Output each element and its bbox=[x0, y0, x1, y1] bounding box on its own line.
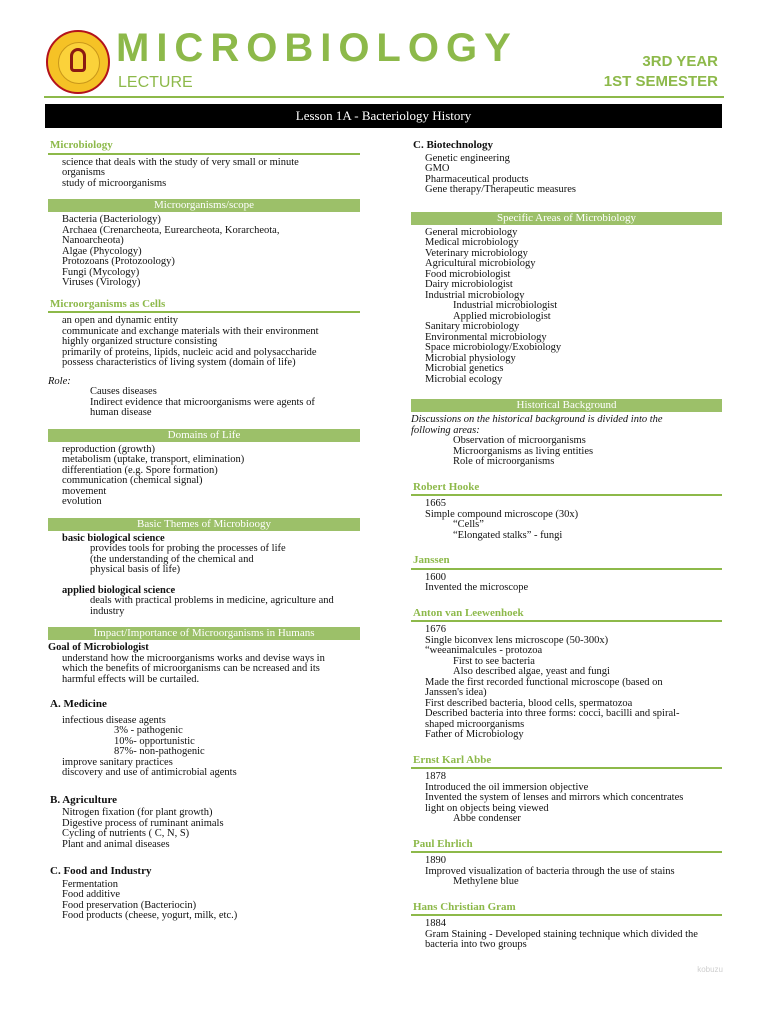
section-microbiology bbox=[48, 140, 360, 189]
section-ehrlich bbox=[411, 839, 722, 888]
text-line: movement bbox=[62, 485, 107, 497]
text-line: following areas: bbox=[411, 424, 480, 436]
watermark: kobuzu bbox=[697, 965, 723, 974]
text-line: Also described algae, yeast and fungi bbox=[453, 666, 610, 677]
text-line: Nanoarcheota) bbox=[62, 235, 124, 246]
section-title: C. Food and Industry bbox=[50, 865, 152, 877]
left-column bbox=[48, 140, 360, 932]
text-line: Single biconvex lens microscope (50-300x) bbox=[425, 634, 609, 646]
text-line: First to see bacteria bbox=[453, 655, 535, 667]
section-title: Domains of Life bbox=[48, 429, 360, 442]
text-line: organisms bbox=[62, 167, 105, 178]
right-column bbox=[411, 140, 722, 961]
text-line: Agricultural microbiology bbox=[425, 258, 536, 269]
text-line: Food microbiologist bbox=[425, 268, 511, 280]
section-title: A. Medicine bbox=[50, 698, 107, 710]
text-line: Microbial physiology bbox=[425, 352, 516, 364]
text-line: 1878 bbox=[425, 771, 446, 782]
text-line: Industrial microbiologist bbox=[453, 300, 558, 311]
text-line: (the understanding of the chemical and bbox=[90, 553, 254, 565]
text-line: Role of microorganisms bbox=[453, 456, 555, 467]
text-line: Plant and animal diseases bbox=[62, 838, 170, 850]
text-line: shaped microorganisms bbox=[425, 718, 525, 730]
text-line: Made the first recorded functional microscope (based on bbox=[425, 676, 663, 688]
text-line: Simple compound microscope (30x) bbox=[425, 508, 579, 520]
text-line: 1884 bbox=[425, 918, 446, 929]
lesson-banner: Lesson 1A - Bacteriology History bbox=[45, 104, 722, 128]
section-title: Hans Christian Gram bbox=[411, 902, 722, 917]
section-history bbox=[411, 399, 722, 468]
section-title: Microbiology bbox=[48, 140, 360, 155]
school-seal-logo bbox=[46, 30, 110, 94]
text-line: Cycling of nutrients ( C, N, S) bbox=[62, 828, 190, 839]
text-line: 87%- non-pathogenic bbox=[114, 746, 205, 757]
text-line: Introduced the oil immersion objective bbox=[425, 781, 589, 793]
text-line: 3% - pathogenic bbox=[114, 725, 183, 736]
text-line: deals with practical problems in medicine, agriculture and bbox=[90, 595, 334, 606]
text-line: First described bacteria, blood cells, spermatozoa bbox=[425, 697, 633, 709]
text-line: study of microorganisms bbox=[62, 177, 167, 189]
seal-emblem-icon bbox=[70, 48, 86, 72]
text-line: evolution bbox=[62, 496, 102, 507]
section-gram bbox=[411, 902, 722, 951]
semester-label: 1ST SEMESTER bbox=[603, 73, 718, 90]
text-line: understand how the microorganisms works and devise ways in bbox=[62, 652, 325, 664]
text-line: Janssen's idea) bbox=[425, 687, 487, 698]
text-line: Space microbiology/Exobiology bbox=[425, 342, 562, 353]
text-line: Discussions on the historical background is divided into the bbox=[411, 414, 663, 425]
section-title: Anton van Leewenhoek bbox=[411, 608, 722, 623]
text-line: Environmental microbiology bbox=[425, 331, 547, 343]
text-line: Medical microbiology bbox=[425, 237, 519, 248]
text-line: human disease bbox=[90, 407, 152, 418]
header-divider bbox=[44, 96, 724, 98]
text-line: Nitrogen fixation (for plant growth) bbox=[62, 807, 213, 818]
section-domains bbox=[48, 429, 360, 508]
section-title: Specific Areas of Microbiology bbox=[411, 212, 722, 225]
text-line: harmful effects will be curtailed. bbox=[62, 673, 200, 685]
course-subtitle: LECTURE bbox=[118, 74, 193, 91]
text-line: communicate and exchange materials with their environment bbox=[62, 325, 319, 337]
text-line: Invented the microscope bbox=[425, 582, 529, 593]
text-line: Food additive bbox=[62, 889, 121, 900]
text-line: an open and dynamic entity bbox=[62, 315, 179, 326]
text-line: discovery and use of antimicrobial agents bbox=[62, 767, 237, 778]
section-title: Microorganisms as Cells bbox=[48, 299, 360, 314]
section-abbe bbox=[411, 755, 722, 825]
text-line: Genetic engineering bbox=[425, 152, 510, 164]
text-line: Improved visualization of bacteria through the use of stains bbox=[425, 865, 675, 877]
section-title: Historical Background bbox=[411, 399, 722, 412]
text-line: bacteria into two groups bbox=[425, 939, 527, 950]
text-line: primarily of proteins, lipids, nucleic acid and polysaccharide bbox=[62, 346, 317, 358]
section-title: Microorganisms/scope bbox=[48, 199, 360, 212]
text-line: differentiation (e.g. Spore formation) bbox=[62, 464, 218, 476]
text-line: Indirect evidence that microorganisms were agents of bbox=[90, 396, 315, 408]
section-medicine bbox=[48, 699, 360, 779]
text-line: Observation of microorganisms bbox=[453, 435, 586, 446]
section-title: Ernst Karl Abbe bbox=[411, 755, 722, 770]
text-line: reproduction (growth) bbox=[62, 443, 156, 455]
text-line: highly organized structure consisting bbox=[62, 336, 218, 347]
text-line: “Elongated stalks” - fungi bbox=[453, 529, 563, 541]
section-impact bbox=[48, 627, 360, 685]
course-title: MICROBIOLOGY bbox=[116, 26, 518, 70]
text-line: communication (chemical signal) bbox=[62, 475, 203, 486]
section-title: Basic Themes of Microbioogy bbox=[48, 518, 360, 531]
section-title: Paul Ehrlich bbox=[411, 839, 722, 854]
text-line: infectious disease agents bbox=[62, 714, 166, 726]
text-line: metabolism (uptake, transport, elimination) bbox=[62, 454, 245, 465]
text-line: light on objects being viewed bbox=[425, 802, 549, 814]
text-line: Food preservation (Bacteriocin) bbox=[62, 899, 197, 911]
subheading: basic biological science bbox=[62, 532, 165, 544]
text-line: 1890 bbox=[425, 855, 446, 866]
text-line: which the benefits of microorganisms can be ncreased and its bbox=[62, 663, 320, 674]
subheading: applied biological science bbox=[62, 584, 176, 596]
text-line: provides tools for probing the processes of life bbox=[90, 543, 286, 554]
role-label: Role: bbox=[48, 375, 71, 387]
section-areas bbox=[411, 212, 722, 386]
subheading: Goal of Microbiologist bbox=[48, 642, 149, 653]
text-line: 1676 bbox=[425, 624, 446, 635]
section-themes bbox=[48, 518, 360, 618]
text-line: science that deals with the study of very small or minute bbox=[62, 156, 299, 168]
section-title: C. Biotechnology bbox=[413, 139, 494, 151]
section-biotech bbox=[411, 140, 722, 196]
text-line: Gene therapy/Therapeutic measures bbox=[425, 184, 577, 195]
text-line: Archaea (Crenarcheota, Eurearcheota, Korarcheota, bbox=[62, 224, 280, 236]
section-title: Robert Hooke bbox=[411, 482, 722, 497]
text-line: Bacteria (Bacteriology) bbox=[62, 214, 161, 225]
text-line: Pharmaceutical products bbox=[425, 173, 529, 185]
text-line: “weeanimalcules - protozoa bbox=[425, 645, 543, 656]
year-semester bbox=[604, 52, 718, 92]
section-title: Impact/Importance of Microorganisms in Humans bbox=[48, 627, 360, 640]
text-line: physical basis of life) bbox=[90, 564, 181, 575]
text-line: industry bbox=[90, 605, 125, 617]
text-line: Described bacteria into three forms: cocci, bacilli and spiral- bbox=[425, 708, 680, 719]
text-line: General microbiology bbox=[425, 226, 518, 238]
section-title: B. Agriculture bbox=[50, 793, 118, 806]
text-line: 1600 bbox=[425, 571, 446, 583]
section-cells bbox=[48, 299, 360, 419]
text-line: 10%- opportunistic bbox=[114, 735, 195, 747]
text-line: improve sanitary practices bbox=[62, 756, 173, 768]
section-scope bbox=[48, 199, 360, 289]
year-label: 3RD YEAR bbox=[642, 53, 718, 70]
text-line: Gram Staining - Developed staining technique which divided the bbox=[425, 928, 698, 940]
text-line: Industrial microbiology bbox=[425, 289, 525, 301]
text-line: Algae (Phycology) bbox=[62, 245, 142, 257]
section-hooke bbox=[411, 482, 722, 542]
text-line: possess characteristics of living system (domain of life) bbox=[62, 357, 296, 368]
text-line: Invented the system of lenses and mirrors which concentrates bbox=[425, 792, 684, 803]
text-line: Applied microbiologist bbox=[453, 310, 551, 322]
text-line: Protozoans (Protozoology) bbox=[62, 256, 175, 267]
text-line: Abbe condenser bbox=[453, 813, 521, 824]
text-line: Father of Microbiology bbox=[425, 729, 524, 740]
text-line: Fungi (Mycology) bbox=[62, 266, 140, 278]
text-line: Microorganisms as living entities bbox=[453, 445, 594, 457]
text-line: Microbial ecology bbox=[425, 373, 503, 385]
text-line: Methylene blue bbox=[453, 876, 519, 887]
page-header bbox=[0, 0, 768, 100]
section-food bbox=[48, 866, 360, 922]
section-janssen bbox=[411, 555, 722, 594]
text-line: Fermentation bbox=[62, 878, 118, 890]
text-line: Food products (cheese, yogurt, milk, etc.) bbox=[62, 910, 238, 921]
text-line: “Cells” bbox=[453, 519, 484, 530]
text-line: Veterinary microbiology bbox=[425, 247, 528, 259]
text-line: 1665 bbox=[425, 498, 446, 509]
text-line: Causes diseases bbox=[90, 386, 157, 397]
text-line: GMO bbox=[425, 163, 450, 174]
section-leeuwenhoek bbox=[411, 608, 722, 741]
text-line: Microbial genetics bbox=[425, 363, 504, 374]
text-line: Viruses (Virology) bbox=[62, 277, 141, 288]
section-title: Janssen bbox=[411, 555, 722, 570]
section-agriculture bbox=[48, 795, 360, 851]
text-line: Digestive process of ruminant animals bbox=[62, 817, 224, 829]
text-line: Sanitary microbiology bbox=[425, 321, 520, 332]
text-line: Dairy microbiologist bbox=[425, 279, 513, 290]
